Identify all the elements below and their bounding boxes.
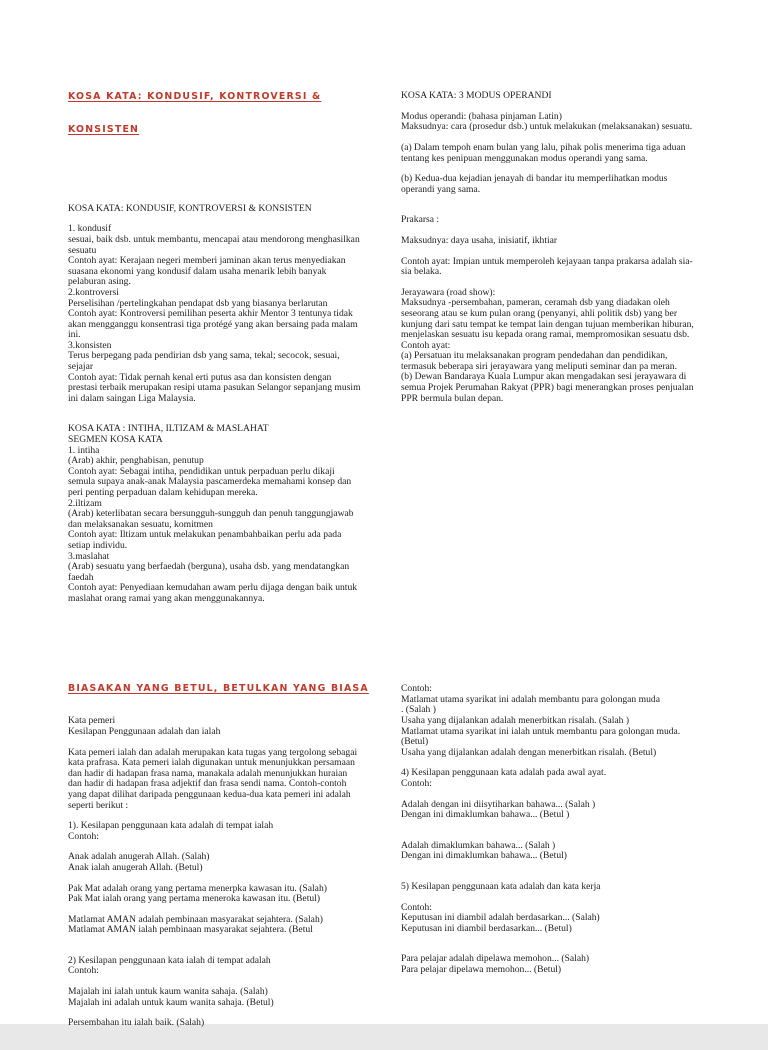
text-line: Contoh: — [68, 830, 99, 842]
text-line: KOSA KATA : INTIHA, ILTIZAM & MASLAHAT — [68, 423, 269, 435]
text-line: sesuai, baik dsb. untuk membantu, mencapai atau mendorong menghasilkan — [68, 233, 360, 245]
text-line: Contoh ayat: Sebagai intiha, pendidikan untuk perpaduan perlu dikaji — [68, 465, 335, 477]
text-line: (Betul) — [401, 736, 429, 748]
top-left-text — [68, 204, 380, 605]
text-line: . (Salah ) — [401, 704, 436, 716]
text-line: Para pelajar adalah dipelawa memohon... (Salah) — [401, 953, 590, 965]
text-line: (Arab) sesuatu yang berfaedah (berguna), usaha dsb. yang mendatangkan — [68, 561, 350, 573]
text-line: (Arab) keterlibatan secara bersungguh-sungguh dan penuh tanggungjawab — [68, 508, 354, 520]
text-line: PPR bermula bulan depan. — [401, 392, 504, 404]
text-line: Modus operandi: (bahasa pinjaman Latin) — [401, 110, 562, 122]
text-line: Keputusan ini diambil berdasarkan... (Betul) — [401, 922, 572, 934]
text-line: Prakarsa : — [401, 214, 440, 226]
text-line — [68, 874, 380, 884]
text-line: Kata pemeri ialah dan adalah merupakan kata tugas yang tergolong sebagai — [68, 746, 358, 758]
text-line: Contoh: — [401, 777, 432, 789]
text-line: Perselisihan /pertelingkahan pendapat dsb yang biasanya berlarutan — [68, 297, 328, 309]
text-line: 2) Kesilapan penggunaan kata ialah di tempat adalah — [68, 954, 271, 966]
text-line: akan mengganggu konsentrasi tiga protégé yang akan bersaing pada malam — [68, 318, 358, 330]
text-line: Adalah dimaklumkan bahawa... (Salah ) — [401, 839, 556, 851]
text-line: Contoh ayat: Kerajaan negeri memberi jaminan akan terus menyediakan — [68, 255, 346, 267]
text-line: Anak ialah anugerah Allah. (Betul) — [68, 861, 203, 873]
text-line: sia belaka. — [401, 266, 442, 278]
text-line: setiap individu. — [68, 539, 128, 551]
text-line: Dengan ini dimaklumkan bahawa... (Betul) — [401, 850, 567, 862]
text-line: faedah — [68, 571, 94, 583]
text-line: Contoh: — [401, 901, 432, 913]
text-line: Contoh ayat: Penyediaan kemudahan awam perlu dijaga dengan baik untuk — [68, 582, 358, 594]
text-line: 2.kontroversi — [68, 286, 119, 298]
text-line — [401, 862, 721, 872]
text-line — [401, 205, 721, 215]
text-line: Pak Mat adalah orang yang pertama menerpka kawasan itu. (Salah) — [68, 882, 327, 894]
text-line: KOSA KATA: 3 MODUS OPERANDI — [401, 90, 552, 102]
text-line: (b) Dewan Bandaraya Kuala Lumpur akan mengadakan sesi jerayawara di — [401, 371, 687, 383]
text-line: Maksudnya: cara (prosedur dsb.) untuk melakukan (melaksanakan) sesuatu. — [401, 121, 693, 133]
text-line: KOSA KATA: KONDUSIF, KONTROVERSI & KONSISTEN — [68, 202, 312, 214]
text-line: Matlamat AMAN adalah pembinaan masyarakat sejahtera. (Salah) — [68, 913, 323, 925]
text-line: Maksudnya: daya usaha, inisiatif, ikhtiar — [401, 234, 558, 246]
text-line: Contoh ayat: Iltizam untuk melakukan penambahbaikan perlu ada pada — [68, 529, 342, 541]
text-line: operandi yang sama. — [401, 183, 481, 195]
text-line: 1. kondusif — [68, 223, 112, 235]
text-line: Dengan ini dimaklumkan bahawa... (Betul ) — [401, 809, 570, 821]
text-line: 3.konsisten — [68, 339, 112, 351]
text-line: kunjung dari satu tempat ke tempat lain dengan tujuan memberikan hiburan, — [401, 318, 694, 330]
text-line: (b) Kedua-dua kejadian jenayah di bandar itu memperlihatkan modus — [401, 173, 668, 185]
bottom-left-column — [68, 662, 380, 1050]
text-line: (a) Dalam tempoh enam bulan yang lalu, pihak polis menerima tiga aduan — [401, 141, 686, 153]
text-line: seseorang atau se kum pulan orang (penyanyi, ahli politik dsb) yang ber — [401, 307, 678, 319]
top-right-text — [401, 91, 721, 404]
text-line: kata prafrasa. Kata pemeri ialah digunakan untuk menunjukkan persamaan — [68, 757, 355, 769]
text-line: Contoh ayat: Impian untuk memperoleh kejayaan tanpa prakarsa adalah sia- — [401, 255, 693, 267]
text-line: ini dalam saingan Liga Malaysia. — [68, 392, 196, 404]
text-line: Adalah dengan ini diisytiharkan bahawa... (Salah ) — [401, 798, 596, 810]
text-line: prestasi terbaik merupakan resipi utama pasukan Selangor sepanjang musim — [68, 382, 361, 394]
text-line: Kesilapan Penggunaan adalah dan ialah — [68, 725, 221, 737]
text-line: sejajar — [68, 361, 94, 373]
text-line: peri penting perpaduan dalam kehidupan mereka. — [68, 487, 258, 498]
text-line: suasana ekonomi yang kondusif dalam usaha menarik lebih banyak — [68, 265, 327, 277]
text-line: Contoh ayat: Kontroversi pemilihan peserta akhir Mentor 3 tentunya tidak — [68, 308, 353, 320]
text-line: (Arab) akhir, penghabisan, penutup — [68, 455, 204, 467]
text-line: (a) Persatuan itu melaksanakan program pendedahan dan pendidikan, — [401, 350, 668, 362]
text-line: 1. intiha — [68, 444, 100, 456]
text-line: Usaha yang dijalankan adalah menerbitkan risalah. (Salah ) — [401, 714, 630, 726]
top-right-column — [401, 70, 721, 425]
text-line: Jerayawara (road show): — [401, 286, 496, 298]
text-line — [401, 934, 721, 944]
bottom-right-text — [401, 684, 721, 975]
text-line: semua Projek Perumahan Rakyat (PPR) bagi menerangkan proses penjualan — [401, 382, 694, 394]
text-line: Matlamat utama syarikat ini adalah membantu para golongan muda — [401, 693, 660, 705]
text-line — [68, 936, 380, 946]
text-line: semula supaya anak-anak Malaysia pascamerdeka memahami konsep dan — [68, 476, 352, 488]
text-line: Contoh ayat: Tidak pernah kenal erti putus asa dan konsisten dengan — [68, 371, 332, 383]
text-line: dan melaksanakan sesuatu, komitmen — [68, 518, 213, 530]
text-line: yang dapat dilihat daripada penggunaan kedua-dua kata pemeri ini adalah — [68, 788, 351, 800]
text-line: dan hadir di hadapan frasa nama, manakala adalah menunjukkan huraian — [68, 767, 348, 779]
text-line: ini. — [68, 329, 81, 341]
text-line — [401, 821, 721, 831]
text-line — [401, 893, 721, 903]
text-line: Contoh: — [401, 683, 432, 695]
text-line: Contoh ayat: — [401, 339, 451, 351]
text-line: Anak adalah anugerah Allah. (Salah) — [68, 851, 210, 863]
text-line: Matlamat AMAN ialah pembinaan masyarakat sejahtera. (Betul — [68, 924, 313, 936]
text-line — [401, 195, 721, 205]
text-line: Matlamat utama syarikat ini ialah untuk membantu para golongan muda. — [401, 725, 681, 737]
text-line: tentang kes penipuan menggunakan modus operandi yang sama. — [401, 152, 648, 164]
text-line: Contoh: — [68, 965, 99, 977]
text-line: Usaha yang dijalankan adalah dengan menerbitkan risalah. (Betul) — [401, 746, 657, 758]
text-line: 3.maslahat — [68, 550, 110, 562]
bottom-left-text — [68, 716, 380, 1028]
text-line: sesuatu — [68, 244, 97, 256]
text-line: dan hadir di hadapan frasa adjektif dan frasa sendi nama. Contoh-contoh — [68, 778, 347, 790]
text-line: Para pelajar dipelawa memohon... (Betul) — [401, 963, 562, 975]
section-heading-biasakan: BIASAKAN YANG BETUL, BETULKAN YANG BIASA — [68, 683, 369, 695]
text-line: Majalah ini adalah untuk kaum wanita sahaja. (Betul) — [68, 996, 274, 1008]
text-line: Terus berpegang pada pendirian dsb yang sama, tekal; secocok, sesuai, — [68, 350, 340, 362]
text-line: 2.iltizam — [68, 497, 102, 509]
text-line: 4) Kesilapan penggunaan kata adalah pada awal ayat. — [401, 767, 607, 779]
bottom-right-column — [401, 663, 721, 997]
text-line: Keputusan ini diambil adalah berdasarkan... (Salah) — [401, 912, 600, 924]
text-line: 5) Kesilapan penggunaan kata adalah dan kata kerja — [401, 880, 601, 892]
text-line: 1). Kesilapan penggunaan kata adalah di tempat ialah — [68, 820, 274, 832]
text-line: Majalah ini ialah untuk kaum wanita sahaja. (Salah) — [68, 986, 268, 998]
text-line: SEGMEN KOSA KATA — [68, 434, 163, 446]
text-line: maslahat orang ramai yang akan menggunakannya. — [68, 592, 265, 604]
top-left-column — [68, 70, 380, 626]
section-heading: KOSA KATA: KONDUSIF, KONTROVERSI & — [68, 91, 322, 103]
text-line — [68, 214, 380, 224]
text-line: seperti berikut : — [68, 799, 129, 811]
text-line: menjelaskan sesuatu isu kepada orang ramai, mempromosikan sesuatu dsb. — [401, 329, 690, 341]
text-line: Pak Mat ialah orang yang pertama meneroka kawasan itu. (Betul) — [68, 893, 321, 905]
text-line: Kata pemeri — [68, 715, 116, 727]
text-line: Maksudnya -persembahan, pameran, ceramah dsb yang diadakan oleh — [401, 297, 670, 309]
text-line: termasuk beberapa siri jerayawara yang meliputi seminar dan pa meran. — [401, 360, 677, 372]
text-line — [68, 404, 380, 414]
text-line: pelaburan asing. — [68, 276, 131, 288]
text-line: Persembahan itu ialah baik. (Salah) — [68, 1017, 205, 1029]
section-heading-continued: KONSISTEN — [68, 124, 140, 136]
